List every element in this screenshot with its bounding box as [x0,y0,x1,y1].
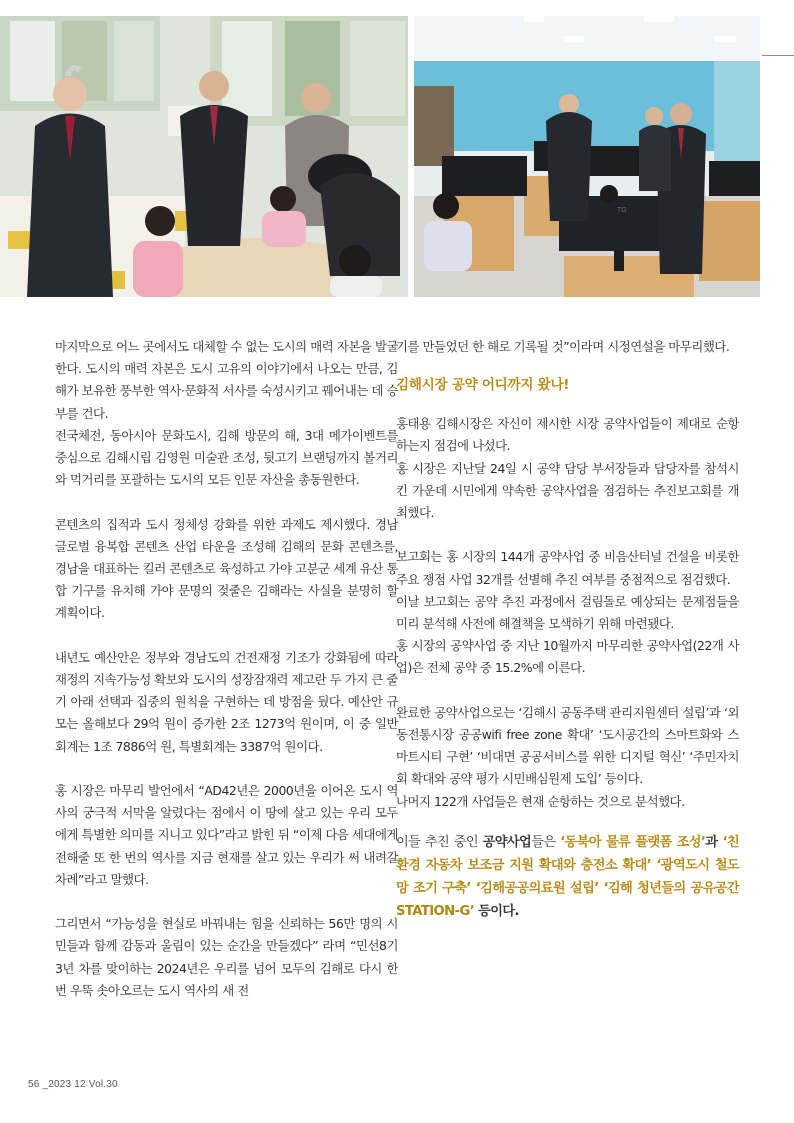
monitor-logo: TG [617,207,627,214]
paragraph: 그리면서 “가능성을 현실로 바꿔내는 힘을 신뢰하는 56만 명의 시민들과 함께 감동과 울림이 있는 순간을 만들겠다” 라며 “민선8기 3년 차를 맞이하는 2024년은 우리를 넘어 모두의 김해로 다시 한번 우뚝 솟아오르는 도시 역사의 새 전 [55,916,398,998]
paragraph-continuation: 기를 만들었던 한 해로 기록될 것”이라며 시정연설을 마무리했다. [396,339,730,354]
paragraph: 완료한 공약사업으로는 ‘김해시 공동주택 관리지원센터 설립’과 ‘외동전통시장 공공wifi free zone 확대’ ‘도시공간의 스마트화와 스마트시티 구현’ ‘비대면 공공서비스를 위한 디지털 혁신’ ‘주민자치회 확대와 공약 평가 시민배심원제 도입’ 등이다. [396,704,739,787]
text-run: 들은 [531,834,561,850]
page-footer: 56 _2023 12 Vol.30 [28,1079,118,1090]
paragraph: 마지막으로 어느 곳에서도 대체할 수 없는 도시의 매력 자본을 발굴한다. 도시의 매력 자본은 도시 고유의 이야기에서 나오는 만큼, 김해가 보유한 풍부한 역사·문화적 서사를 숙성시키고 꿰어내는 데 승부를 건다. [55,339,398,421]
text-run: ‘동북아 물류 플랫폼 조성’ [560,834,706,850]
paragraph: 전국체전, 동아시아 문화도시, 김해 방문의 해, 3대 메가이벤트를 중심으로 김해시립 김영원 미술관 조성, 뒷고기 브랜딩까지 볼거리와 먹거리를 포괄하는 도시의 모든 인문 자산을 총동원한다. [55,427,398,488]
paragraph: 콘텐츠의 집적과 도시 정체성 강화를 위한 과제도 제시했다. 경남 글로벌 융복합 콘텐츠 산업 타운을 조성해 김해의 문화 콘텐츠를, 경남을 대표하는 킬러 콘텐츠로 육성하고 가야 고분군 세계 유산 통합 기구를 유치해 가야 문명의 젖줄은 김해라는 사실을 분명히 할 계획이다. [55,516,398,621]
paragraph: 보고회는 홍 시장의 144개 공약사업 중 비음산터널 건설을 비롯한 주요 쟁점 사업 32개를 선별해 추진 여부를 중점적으로 점검했다. [396,549,739,587]
photo-computer-room-visit [414,16,760,297]
paragraph: 홍 시장의 공약사업 중 지난 10월까지 마무리한 공약사업(22개 사업)은 전체 공약 중 15.2%에 이른다. [396,638,739,676]
text-run: ‘김해공공의료원 설립’ [475,880,599,896]
decorative-rule [762,55,794,56]
paragraph: 내년도 예산안은 정부와 경남도의 건전재정 기조가 강화됨에 따라 재정의 지속가능성 확보와 도시의 성장잠재력 제고란 두 가지 큰 줄기 아래 선택과 집중의 원칙을 구현하는 데 방점을 뒀다. 예산안 규모는 올해보다 29억 원이 증가한 2조 1273억 원이며, 이 중 일반회계는 1조 7886억 원, 특별회계는 3387억 원이다. [55,649,398,754]
text-run: 등이다. [474,903,519,919]
photo-classroom-visit [0,16,408,297]
highlight-paragraph [396,831,739,923]
paragraph: 홍 시장은 지난달 24일 시 공약 담당 부서장들과 담당자를 참석시킨 가운데 시민에게 약속한 공약사업을 점검하는 추진보고회를 개최했다. [396,460,739,521]
text-run: 공약사업 [482,834,532,850]
text-run: 과 [705,834,723,850]
paragraph: 홍 시장은 마무리 발언에서 “AD42년은 2000년을 이어온 도시 역사의 궁극적 서막을 알렸다는 점에서 이 땅에 살고 있는 우리 모두에게 특별한 의미를 지니고 있다”라고 밝힌 뒤 “이제 다음 세대에게 전해줄 또 한 번의 역사를 지금 현재를 살고 있는 우리가 써 내려갈 차례”라고 말했다. [55,783,398,887]
text-run: ‘친환경 자동차 보조금 지원 확대와 충전소 확대’ [396,834,739,873]
section-heading: 김해시장 공약 어디까지 왔나! [396,377,570,394]
article-left-column [55,336,398,1002]
paragraph: 홍태용 김해시장은 자신이 제시한 시장 공약사업들이 제대로 순항하는지 점검에 나섰다. [396,416,739,454]
paragraph: 나머지 122개 사업들은 현재 순항하는 것으로 분석했다. [396,793,685,809]
text-run: 이들 추진 중인 [396,834,483,850]
paragraph: 이날 보고회는 공약 추진 과정에서 걸림돌로 예상되는 문제점들을 미리 분석해 사전에 해결책을 모색하기 위해 마련됐다. [396,593,739,632]
text-run: ‘광역도시 철도망 조기 구축’ [396,857,739,896]
text-run: ‘김해 청년들의 공유공간 STATION-G’ [396,880,739,919]
article-right-column [396,336,739,923]
